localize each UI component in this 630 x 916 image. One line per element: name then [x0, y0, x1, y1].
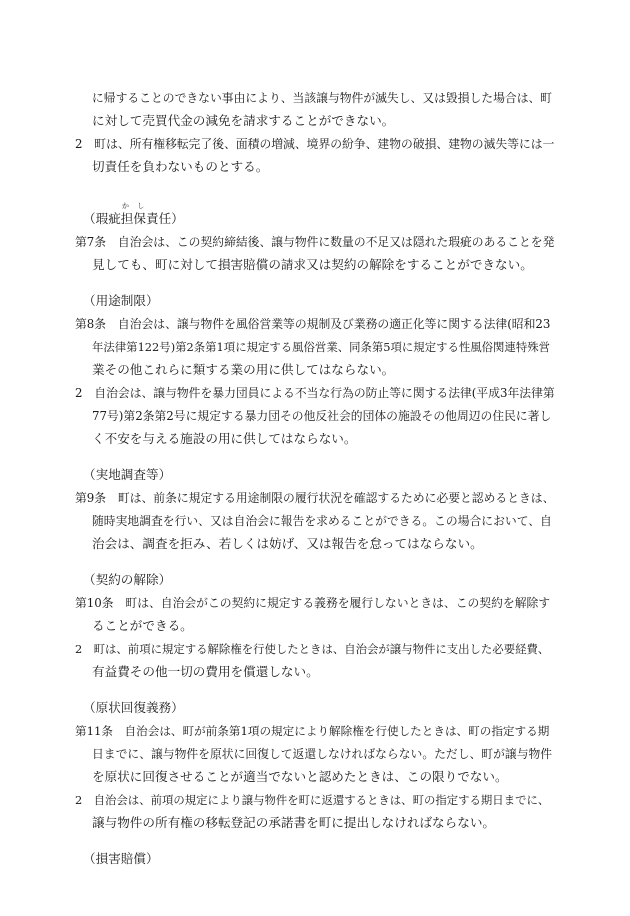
article-line: ることができる。	[92, 618, 193, 633]
section-heading: （実地調査等）	[83, 467, 172, 482]
article-line: 業その他これらに類する業の用に供してはならない。	[92, 362, 395, 377]
article-line: 第10条 町は、自治会がこの契約に規定する義務を履行しないときは、この契約を解除す	[75, 596, 551, 610]
article-line: 77号)第2条第2号に規定する暴力団その他反社会的団体の施設その他周辺の住民に著し	[92, 409, 552, 423]
section-heading: （瑕疵担保責任）	[83, 211, 184, 226]
text-line: 切責任を負わないものとする。	[92, 159, 269, 174]
article-line: 治会は、調査を拒み、若しくは妨げ、又は報告を怠ってはならない。	[92, 536, 483, 551]
article-line: 2 町は、前項に規定する解除権を行使したときは、自治会が譲与物件に支出した必要経費、	[75, 642, 550, 656]
article-line: 第9条 町は、前条に規定する用途制限の履行状況を確認するために必要と認めるときは、	[75, 491, 555, 505]
article-line: を原状に回復させることが適当でないと認めたときは、この限りでない。	[92, 769, 508, 784]
section-heading: （損害賠償）	[83, 851, 159, 866]
article-line: 2 自治会は、譲与物件を暴力団員による不当な行為の防止等に関する法律(平成3年法律第	[75, 386, 555, 400]
article-line: 譲与物件の所有権の移転登記の承諾書を町に提出しなければならない。	[92, 815, 495, 830]
text-line: に対して売買代金の減免を請求することができない。	[92, 113, 395, 128]
section-heading: （原状回復義務）	[83, 700, 184, 715]
text-line: に帰することのできない事由により、当該譲与物件が滅失し、又は毀損した場合は、町	[92, 91, 553, 105]
section-heading: （契約の解除）	[83, 572, 172, 587]
article-line: 第8条 自治会は、譲与物件を風俗営業等の規制及び業務の適正化等に関する法律(昭和23	[75, 317, 551, 331]
article-line: 見しても、町に対して損害賠償の請求又は契約の解除をすることができない。	[92, 257, 533, 272]
article-line: 第7条 自治会は、この契約締結後、譲与物件に数量の不足又は隠れた瑕疵のあることを発	[75, 235, 555, 249]
article-line: 日までに、譲与物件を原状に回復して返還しなければならない。ただし、町が譲与物件	[92, 747, 553, 761]
article-line: く不安を与える施設の用に供してはならない。	[92, 431, 357, 446]
article-line: 有益費その他一切の費用を償還しない。	[92, 664, 319, 679]
article-line: 年法律第122号)第2条第1項に規定する風俗営業、同条第5項に規定する性風俗関連特殊営	[92, 340, 550, 354]
article-line: 第11条 自治会は、町が前条第1項の規定により解除権を行使したときは、町の指定する期	[75, 724, 550, 738]
heading-ruby: か し	[122, 202, 148, 210]
text-line: 2 町は、所有権移転完了後、面積の増減、境界の紛争、建物の破損、建物の滅失等には一	[75, 137, 555, 151]
article-line: 随時実地調査を行い、又は自治会に報告を求めることができる。この場合において、自	[92, 514, 552, 528]
section-heading: （用途制限）	[83, 293, 159, 308]
article-line: 2 自治会は、前項の規定により譲与物件を町に返還するときは、町の指定する期日までに、	[75, 793, 550, 807]
